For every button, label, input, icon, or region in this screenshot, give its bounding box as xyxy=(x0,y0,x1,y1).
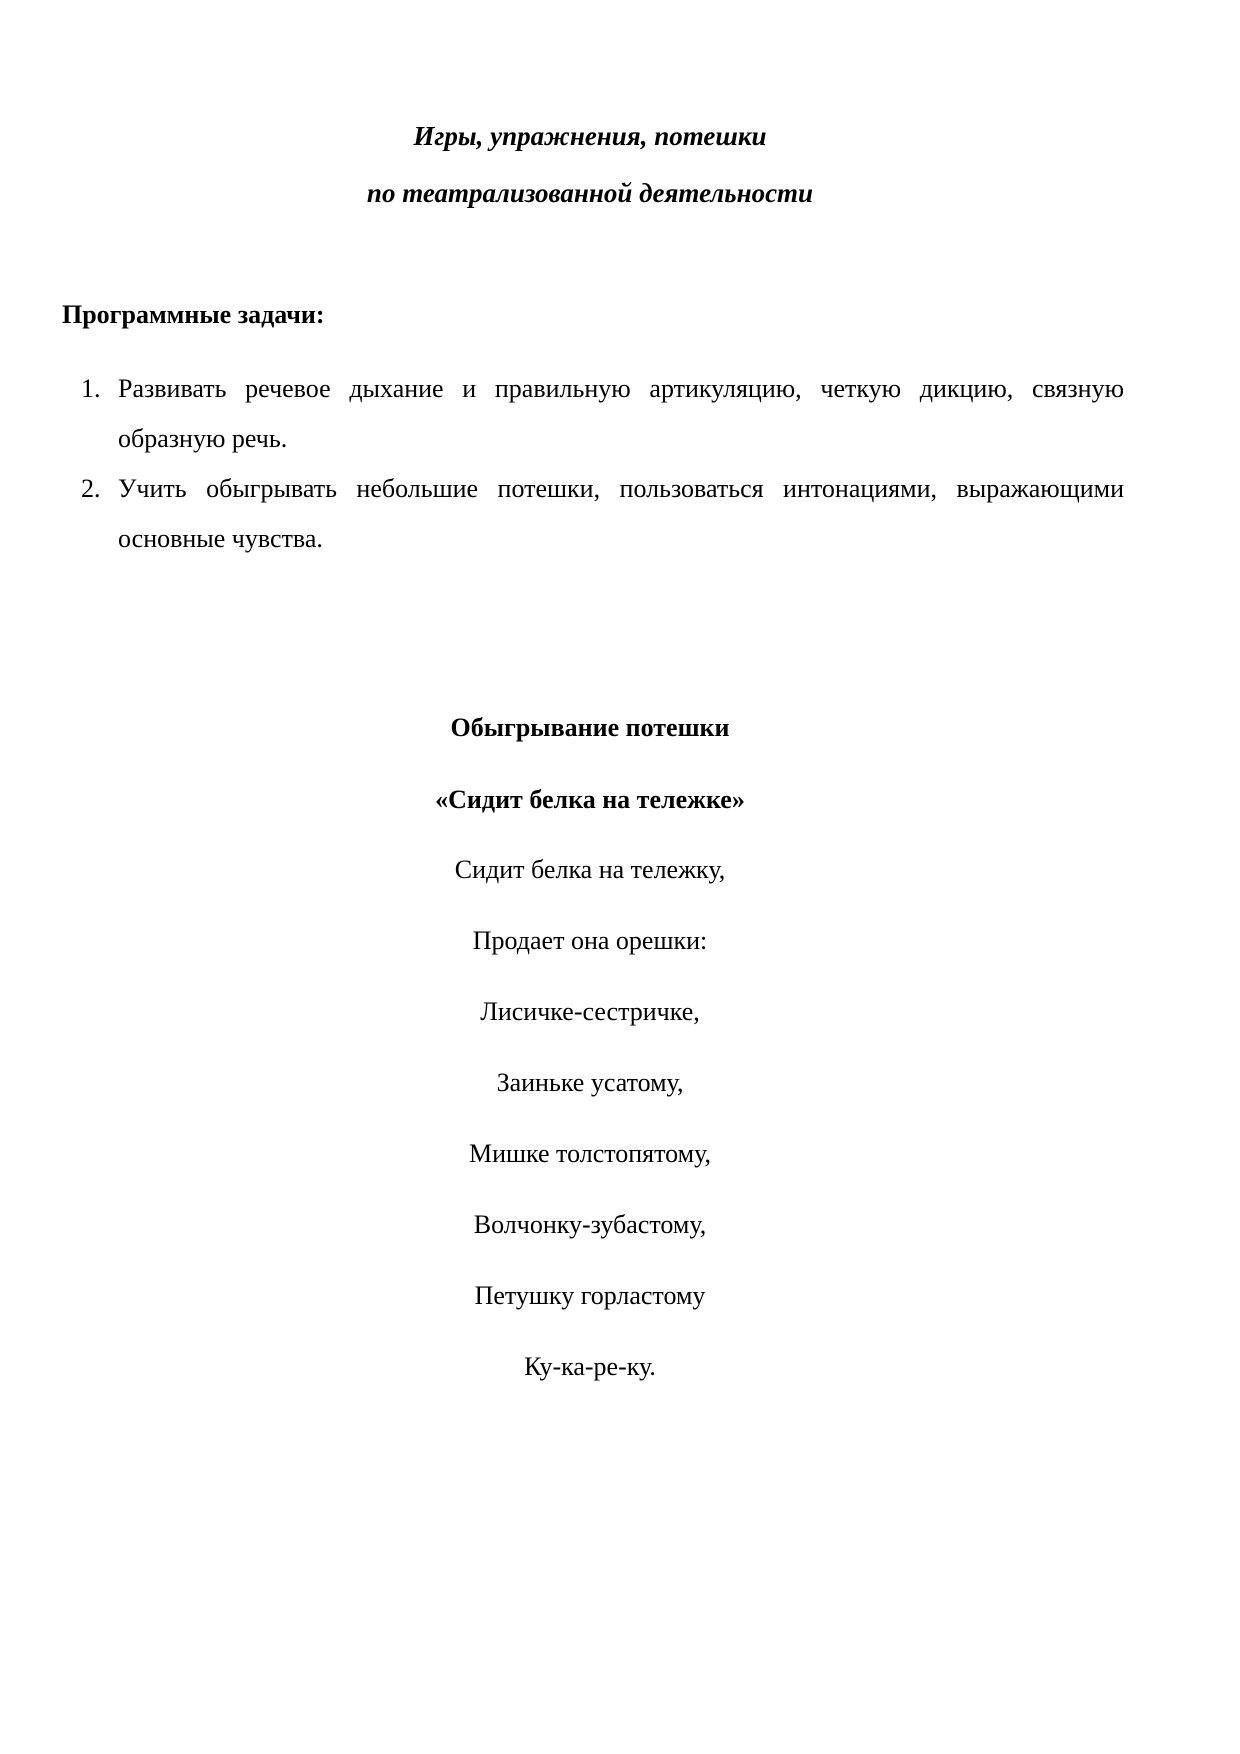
task-number: 2. xyxy=(81,474,101,503)
poem-line: Ку-ка-ре-ку. xyxy=(524,1352,656,1381)
task-text: Развивать речевое дыхание и правильную артикуляцию, четкую дикцию, связную образную речь. xyxy=(118,374,1124,453)
poem-line: Заиньке усатому, xyxy=(496,1068,684,1097)
document-title-line-1: Игры, упражнения, потешки xyxy=(413,121,767,151)
tasks-heading: Программные задачи: xyxy=(62,300,325,329)
document-title-line-2: по театрализованной деятельности xyxy=(366,178,814,208)
poem-line: Продает она орешки: xyxy=(472,926,708,955)
tasks-list xyxy=(62,364,1124,564)
task-number: 1. xyxy=(81,374,101,403)
poem-title: «Сидит белка на тележке» xyxy=(435,785,745,814)
task-item-1 xyxy=(62,364,1124,464)
task-text: Учить обыгрывать небольшие потешки, пользоваться интонациями, выражающими основные чувства. xyxy=(118,474,1124,553)
poem-heading: Обыгрывание потешки xyxy=(450,713,730,742)
poem-line: Волчонку-зубастому, xyxy=(473,1210,707,1239)
poem-line: Лисичке-сестричке, xyxy=(480,997,700,1026)
poem-block xyxy=(0,712,1180,1422)
poem-line: Сидит белка на тележку, xyxy=(454,855,726,884)
task-item-2 xyxy=(62,464,1124,564)
poem-line: Мишке толстопятому, xyxy=(468,1139,712,1168)
poem-line: Петушку горластому xyxy=(474,1281,706,1310)
